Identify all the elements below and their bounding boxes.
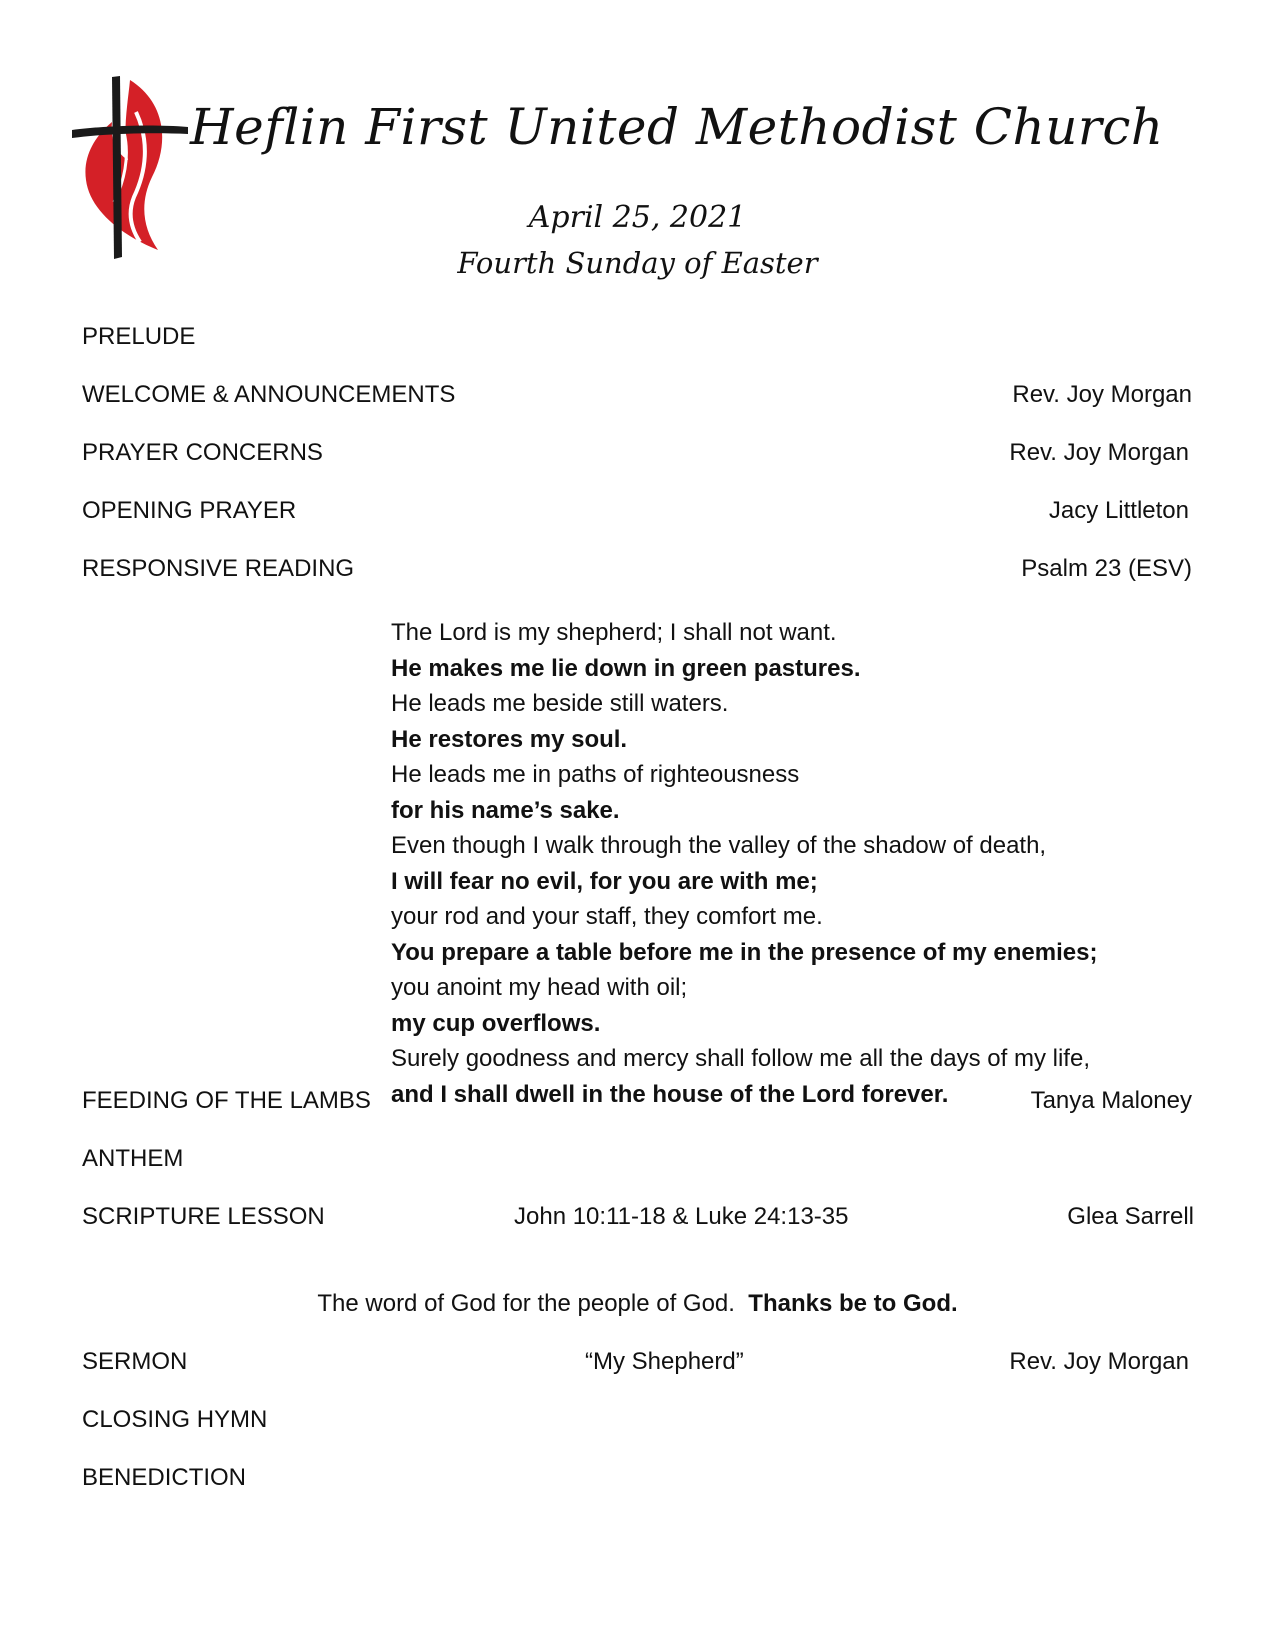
reading-line-response: He restores my soul.: [391, 725, 628, 753]
reading-line-response: my cup overflows.: [391, 1009, 601, 1037]
scripture-passage: John 10:11-18 & Luke 24:13-35: [514, 1203, 849, 1230]
reading-line-response: and I shall dwell in the house of the Lord forever.: [391, 1080, 949, 1108]
reading-line: Surely goodness and mercy shall follow me all the days of my life,: [391, 1045, 1090, 1072]
sermon-title: “My Shepherd”: [585, 1348, 744, 1375]
item-title: BENEDICTION: [82, 1464, 247, 1491]
item-leader: Glea Sarrell: [1067, 1203, 1194, 1230]
reading-line-response: I will fear no evil, for you are with me;: [391, 867, 818, 895]
response-call: The word of God for the people of God.: [317, 1290, 735, 1317]
item-title: SCRIPTURE LESSON: [82, 1203, 325, 1230]
item-title: PRAYER CONCERNS: [82, 439, 323, 466]
reading-line: Even though I walk through the valley of the shadow of death,: [391, 832, 1047, 859]
liturgical-occasion: Fourth Sunday of Easter: [457, 246, 818, 280]
reading-reference: Psalm 23 (ESV): [1021, 555, 1192, 582]
reading-line: your rod and your staff, they comfort me.: [391, 903, 823, 930]
item-title: ANTHEM: [82, 1145, 184, 1172]
item-leader: Tanya Maloney: [1030, 1087, 1192, 1114]
item-title: PRELUDE: [82, 323, 196, 350]
item-title: OPENING PRAYER: [82, 497, 297, 524]
item-leader: Jacy Littleton: [1048, 497, 1189, 524]
reading-line-response: You prepare a table before me in the presence of my enemies;: [391, 938, 1098, 966]
item-leader: Rev. Joy Morgan: [1009, 1348, 1189, 1375]
reading-line: He leads me beside still waters.: [391, 690, 729, 717]
item-title: RESPONSIVE READING: [82, 555, 355, 582]
response-answer: Thanks be to God.: [748, 1290, 958, 1317]
reading-line: The Lord is my shepherd; I shall not want.: [391, 619, 837, 646]
church-name: Heflin First United Methodist Church: [190, 98, 1164, 156]
psalm-reading: [391, 615, 1097, 1112]
item-leader: Rev. Joy Morgan: [1012, 381, 1192, 408]
item-title: CLOSING HYMN: [82, 1406, 268, 1433]
item-title: WELCOME & ANNOUNCEMENTS: [82, 381, 456, 408]
reading-line-response: He makes me lie down in green pastures.: [391, 654, 861, 682]
item-title: SERMON: [82, 1348, 188, 1375]
service-date: April 25, 2021: [528, 200, 747, 235]
scripture-response: [0, 1289, 1275, 1319]
item-title: FEEDING OF THE LAMBS: [82, 1087, 371, 1114]
reading-line-response: for his name’s sake.: [391, 796, 620, 824]
reading-line: He leads me in paths of righteousness: [391, 761, 800, 788]
item-leader: Rev. Joy Morgan: [1009, 439, 1189, 466]
reading-line: you anoint my head with oil;: [391, 974, 688, 1001]
